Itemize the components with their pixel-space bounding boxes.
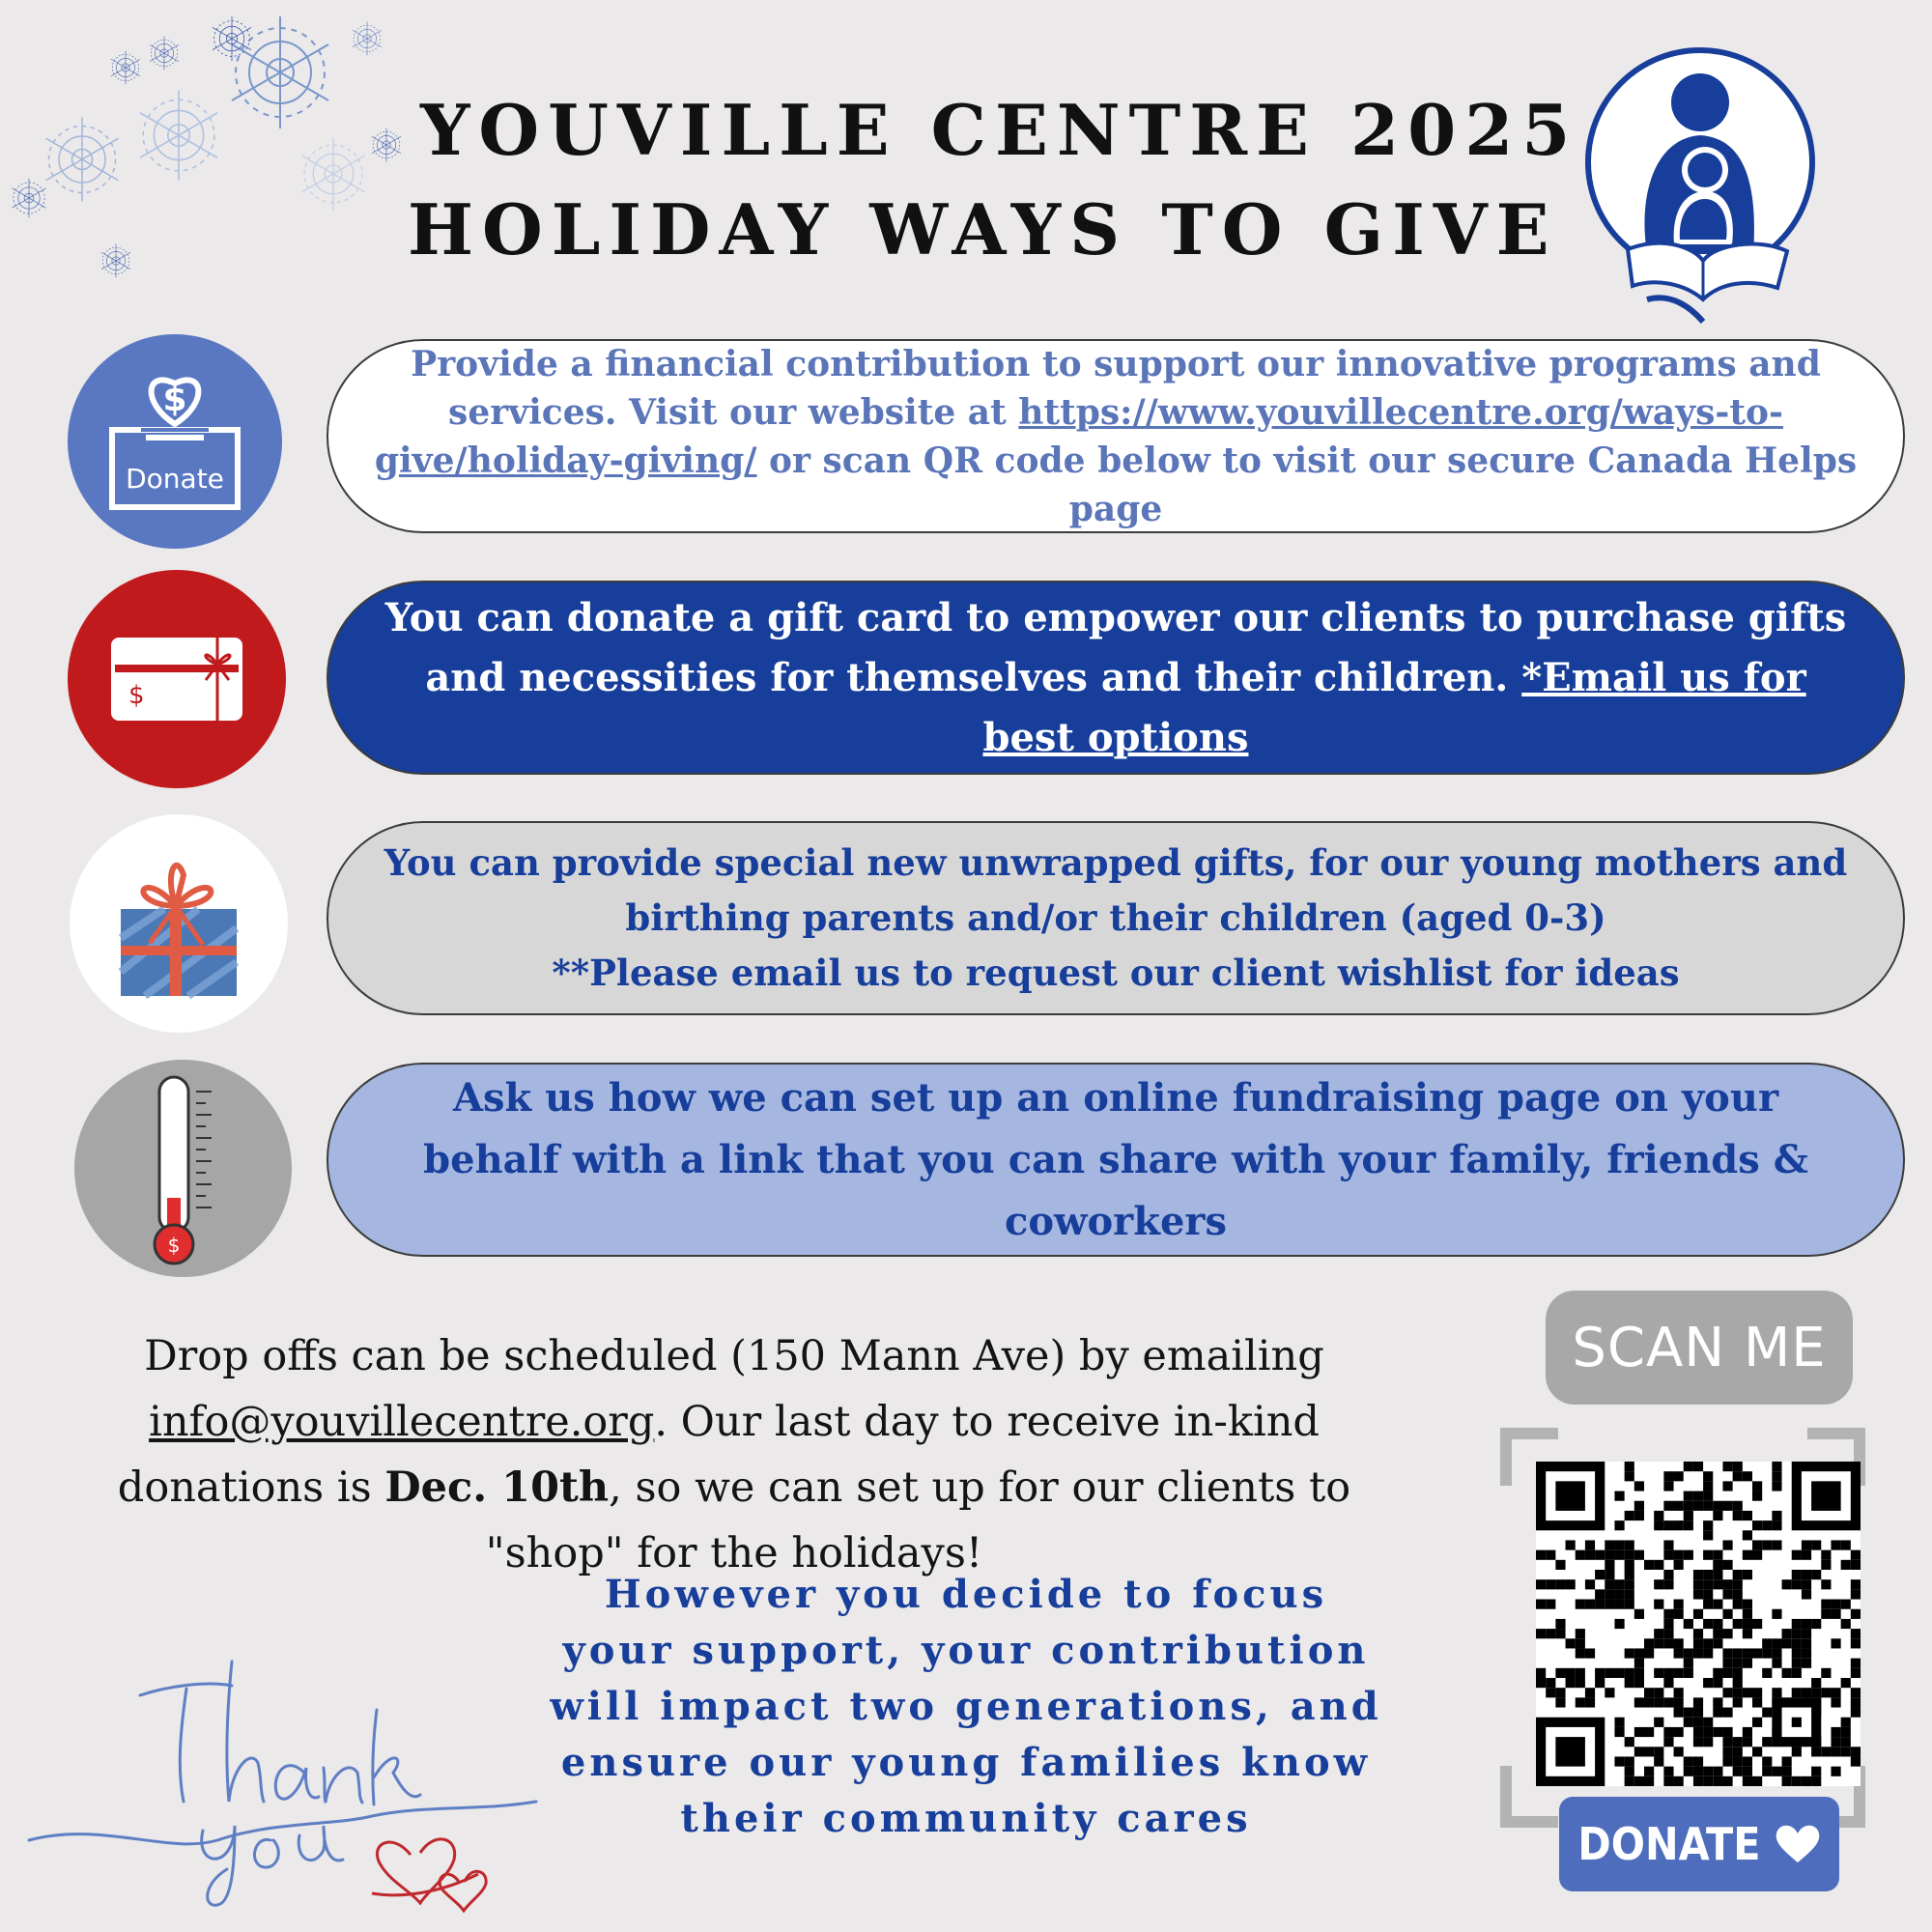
title-line-2: HOLIDAY WAYS TO GIVE — [408, 188, 1558, 270]
snowflakes-decoration — [0, 0, 415, 290]
dropoff-text-2: . Our last day to receive in-kind donations is — [117, 1398, 1320, 1512]
svg-text:$: $ — [128, 681, 145, 710]
donate-box-icon — [68, 334, 282, 549]
donate-button[interactable] — [1559, 1797, 1839, 1891]
qr-code[interactable] — [1536, 1462, 1861, 1786]
gifts-text: You can provide special new unwrapped gifts, for our young mothers and birthing parents and/or their children (aged 0-3) — [384, 841, 1848, 939]
last-day-date: Dec. 10th — [384, 1463, 610, 1512]
heart-icon — [1775, 1824, 1821, 1864]
financial-contribution-option — [327, 339, 1905, 533]
gift-icon — [70, 814, 288, 1033]
svg-text:$: $ — [162, 380, 187, 419]
holiday-giving-link[interactable]: https://www.youvillecentre.org/ways-to-give/holiday-giving/ — [374, 391, 1783, 481]
closing-message: However you decide to focus your support, your contribution will impact two generations, and ensure our young families know their community cares — [550, 1572, 1382, 1841]
fundraising-page-option — [327, 1063, 1905, 1257]
email-best-options-link[interactable]: *Email us for best options — [982, 654, 1806, 760]
donate-box-label: Donate — [126, 463, 224, 495]
svg-text:$: $ — [167, 1233, 180, 1257]
youville-logo — [1579, 46, 1821, 327]
info-email-link[interactable]: info@youvillecentre.org — [149, 1398, 655, 1446]
fundraising-text: Ask us how we can set up an online fundraising page on your behalf with a link that you can share with your family, friends & coworkers — [423, 1074, 1808, 1244]
gift-card-icon — [68, 570, 286, 788]
dropoff-text-1: Drop offs can be scheduled (150 Mann Ave) by emailing — [144, 1332, 1324, 1380]
dropoff-info — [43, 1323, 1425, 1586]
dropoff-text-3: , so we can set up for our clients to "shop" for the holidays! — [485, 1463, 1351, 1577]
title-line-1: YOUVILLE CENTRE 2025 — [420, 89, 1579, 171]
donate-button-label: DONATE — [1577, 1818, 1761, 1870]
gift-card-option — [327, 581, 1905, 775]
gift-card-text: You can donate a gift card to empower our clients to purchase gifts and necessities for themselves and their children. — [384, 594, 1847, 700]
unwrapped-gifts-option — [327, 821, 1905, 1015]
gifts-wishlist-note: **Please email us to request our client wishlist for ideas — [552, 952, 1680, 994]
thermometer-icon — [74, 1060, 292, 1277]
thank-you-signature — [24, 1633, 546, 1913]
financial-text-2: or scan QR code below to visit our secure Canada Helps page — [756, 440, 1858, 529]
scan-me-label: SCAN ME — [1546, 1291, 1853, 1405]
financial-text-1: Provide a financial contribution to support our innovative programs and services. Visit our website at — [411, 343, 1821, 433]
